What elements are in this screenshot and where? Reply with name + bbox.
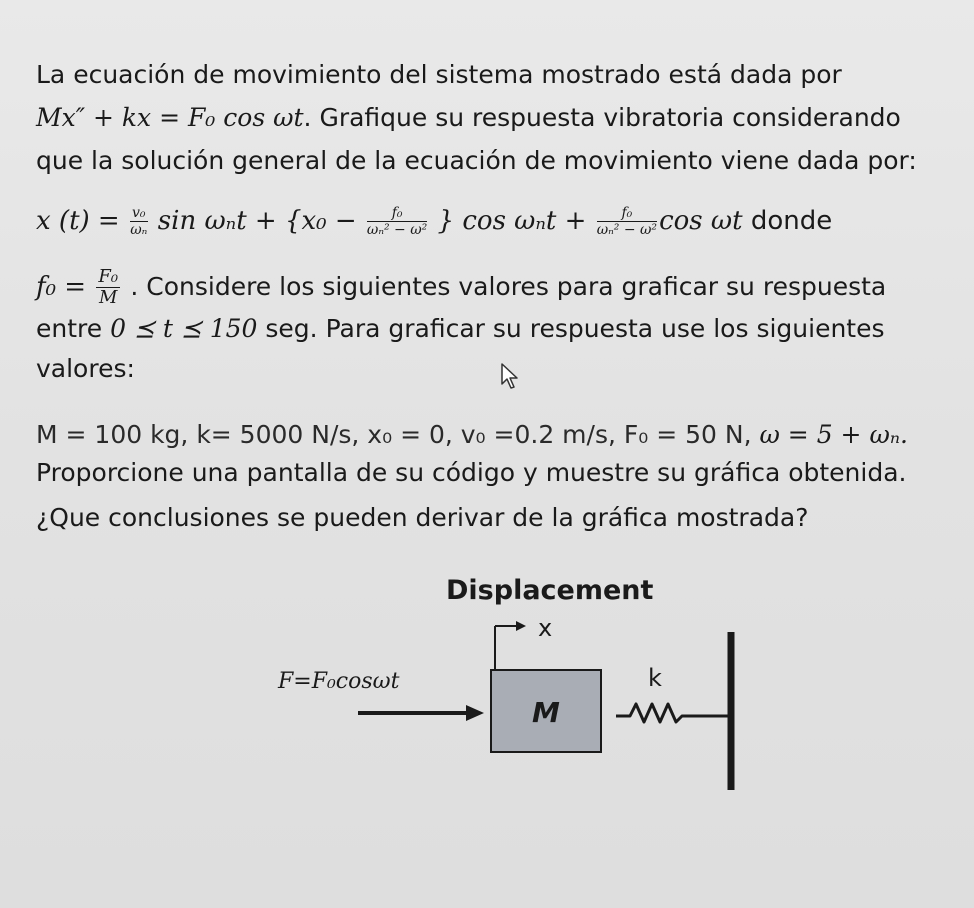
force-arrowhead-icon [466,705,484,721]
text-line-1 [36,60,842,90]
donde-word: donde [750,206,833,236]
cos-term: } cos ωₙt + [437,206,587,236]
equation-of-motion: Mx″ + kx = F₀ cos ωt [36,103,304,132]
denominator-diff: ωₙ² − ω² [366,222,428,238]
text-line-3 [36,146,917,176]
text-line-8 [36,420,908,450]
fraction-F0-over-M [96,268,120,307]
solution-equation [36,206,832,237]
proporcione-text: Proporcione una pantalla de su código y muestre su gráfica obtenida. [36,458,907,487]
omega-definition: ω = 5 + ωₙ. [759,420,908,449]
mass-spring-diagram [270,566,770,806]
text-line-10 [36,503,808,533]
intro-text: La ecuación de movimiento del sistema mostrado está dada por [36,60,842,89]
spring-icon [616,704,728,722]
text-line-2 [36,103,901,133]
fraction-f0-over-diff [367,206,427,237]
mouse-pointer-icon [500,362,524,390]
considere-text: . Considere los siguientes valores para graficar su respuesta [130,272,887,301]
diagram-title: Displacement [446,575,654,606]
fraction-f0-over-diff-2 [597,206,657,237]
text-line-5 [36,268,886,307]
text-line-9 [36,458,906,488]
text-line-7 [36,354,135,384]
entre-word: entre [36,314,103,343]
numerator-F0: F₀ [98,266,119,287]
numerator-v0: v₀ [131,205,146,221]
time-range: 0 ⪯ t ⪯ 150 [110,314,258,343]
general-solution-intro: que la solución general de la ecuación de movimiento viene dada por: [36,146,917,175]
question-text: ¿Que conclusiones se pueden derivar de la gráfica mostrada? [36,503,809,532]
sin-term: sin ωₙt + {x₀ − [157,206,357,236]
force-label: F=F₀cosωt [278,669,400,694]
mass-label: M [532,696,560,729]
grafique-text: . Grafique su respuesta vibratoria considerando [303,103,901,132]
denominator-wn: ωₙ [130,222,148,238]
f0-definition-lhs: f₀ = [36,272,87,302]
text-line-6 [36,314,885,344]
seg-text: seg. Para graficar su respuesta use los siguientes [265,314,885,343]
spring-constant-label: k [648,664,662,692]
denominator-diff-2: ωₙ² − ω² [596,222,658,238]
displacement-arrowhead-icon [516,621,526,631]
cos-wt-term: cos ωt [659,206,743,236]
valores-label: valores: [36,354,135,383]
fraction-v0-over-wn [130,206,148,237]
solution-lhs: x (t) = [36,206,120,236]
numerator-f0: f₀ [367,206,427,222]
numerator-f0-2: f₀ [597,206,657,222]
x-label: x [538,614,553,642]
parameter-values: M = 100 kg, k= 5000 N/s, x₀ = 0, v₀ =0.2 m/s, F₀ = 50 N, [36,420,752,449]
denominator-M: M [99,287,118,308]
